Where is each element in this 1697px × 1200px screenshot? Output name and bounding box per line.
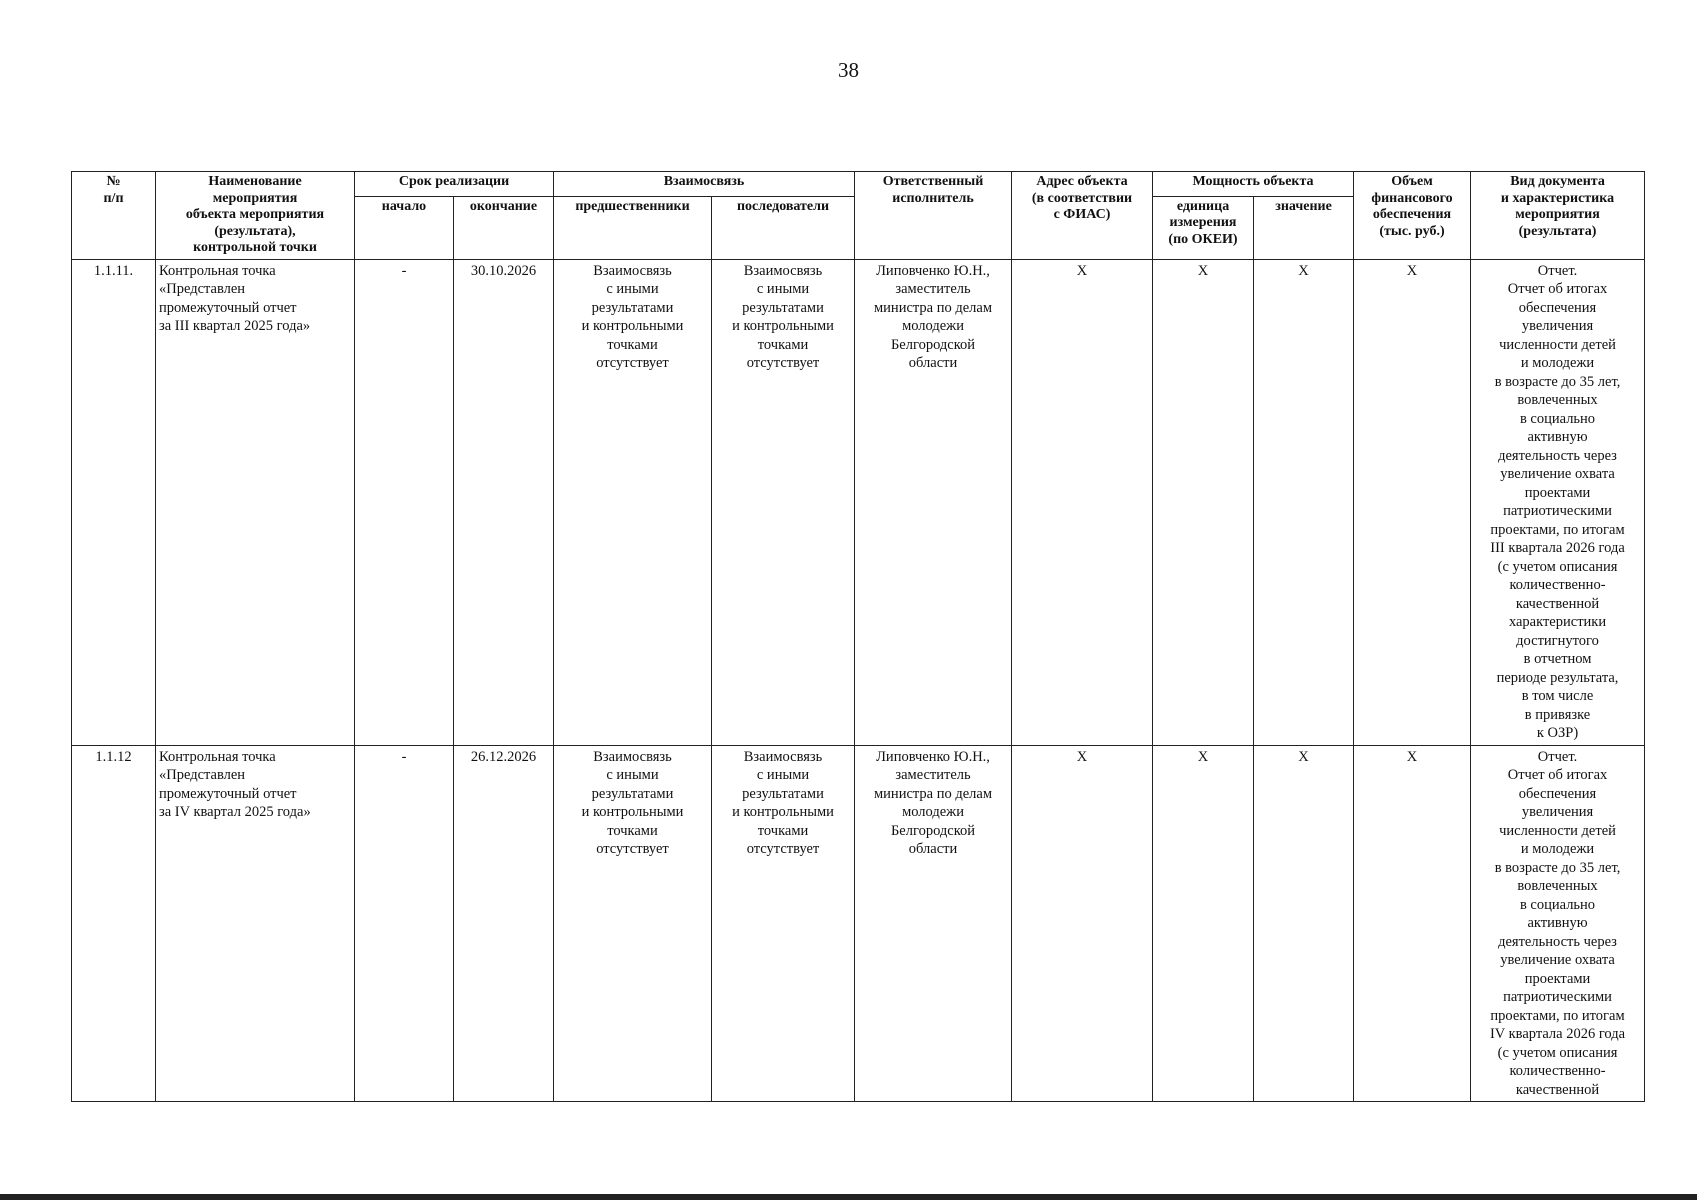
header-num: № п/п xyxy=(72,172,156,260)
table-row xyxy=(72,259,1645,745)
row-prev: Взаимосвязь с иными результатами и контрольными точками отсутствует xyxy=(554,259,712,745)
row-start: - xyxy=(355,259,454,745)
header-term-start: начало xyxy=(355,196,454,259)
row-unit: X xyxy=(1153,745,1254,1102)
row-end: 26.12.2026 xyxy=(454,745,554,1102)
row-value: X xyxy=(1254,259,1354,745)
row-next: Взаимосвязь с иными результатами и контрольными точками отсутствует xyxy=(712,745,855,1102)
scan-bottom-edge xyxy=(0,1194,1697,1200)
header-term-end: окончание xyxy=(454,196,554,259)
header-doc: Вид документа и характеристика мероприятия (результата) xyxy=(1471,172,1645,260)
row-doc: Отчет. Отчет об итогах обеспечения увеличения численности детей и молодежи в возрасте до 35 лет, вовлеченных в социально активную деятельность через увеличение охвата проектами патриотическими проектами, по итогам III квартала 2026 года (с учетом описания количественно- качественной характеристики достигнутого в отчетном периоде результата, в том числе в привязке к ОЗР) xyxy=(1471,259,1645,745)
header-link-next: последователи xyxy=(712,196,855,259)
plan-table xyxy=(71,171,1645,1102)
header-term: Срок реализации xyxy=(355,172,554,197)
row-doc: Отчет. Отчет об итогах обеспечения увеличения численности детей и молодежи в возрасте до 35 лет, вовлеченных в социально активную деятельность через увеличение охвата проектами патриотическими проектами, по итогам IV квартала 2026 года (с учетом описания количественно- качественной xyxy=(1471,745,1645,1102)
table-row xyxy=(72,745,1645,1102)
page-number: 38 xyxy=(838,58,859,82)
row-unit: X xyxy=(1153,259,1254,745)
row-responsible: Липовченко Ю.Н., заместитель министра по делам молодежи Белгородской области xyxy=(855,745,1012,1102)
header-capacity-value: значение xyxy=(1254,196,1354,259)
row-address: X xyxy=(1012,259,1153,745)
row-num: 1.1.11. xyxy=(72,259,156,745)
row-num: 1.1.12 xyxy=(72,745,156,1102)
row-responsible: Липовченко Ю.Н., заместитель министра по делам молодежи Белгородской области xyxy=(855,259,1012,745)
row-name: Контрольная точка «Представлен промежуточный отчет за III квартал 2025 года» xyxy=(156,259,355,745)
row-finance: X xyxy=(1354,745,1471,1102)
row-value: X xyxy=(1254,745,1354,1102)
header-link: Взаимосвязь xyxy=(554,172,855,197)
header-address: Адрес объекта (в соответствии с ФИАС) xyxy=(1012,172,1153,260)
row-name: Контрольная точка «Представлен промежуточный отчет за IV квартал 2025 года» xyxy=(156,745,355,1102)
header-capacity: Мощность объекта xyxy=(1153,172,1354,197)
header-finance: Объем финансового обеспечения (тыс. руб.) xyxy=(1354,172,1471,260)
header-responsible: Ответственный исполнитель xyxy=(855,172,1012,260)
row-address: X xyxy=(1012,745,1153,1102)
row-next: Взаимосвязь с иными результатами и контрольными точками отсутствует xyxy=(712,259,855,745)
row-finance: X xyxy=(1354,259,1471,745)
table-header xyxy=(72,172,1645,260)
header-name: Наименование мероприятия объекта мероприятия (результата), контрольной точки xyxy=(156,172,355,260)
header-capacity-unit: единица измерения (по ОКЕИ) xyxy=(1153,196,1254,259)
row-start: - xyxy=(355,745,454,1102)
header-link-prev: предшественники xyxy=(554,196,712,259)
row-prev: Взаимосвязь с иными результатами и контрольными точками отсутствует xyxy=(554,745,712,1102)
row-end: 30.10.2026 xyxy=(454,259,554,745)
